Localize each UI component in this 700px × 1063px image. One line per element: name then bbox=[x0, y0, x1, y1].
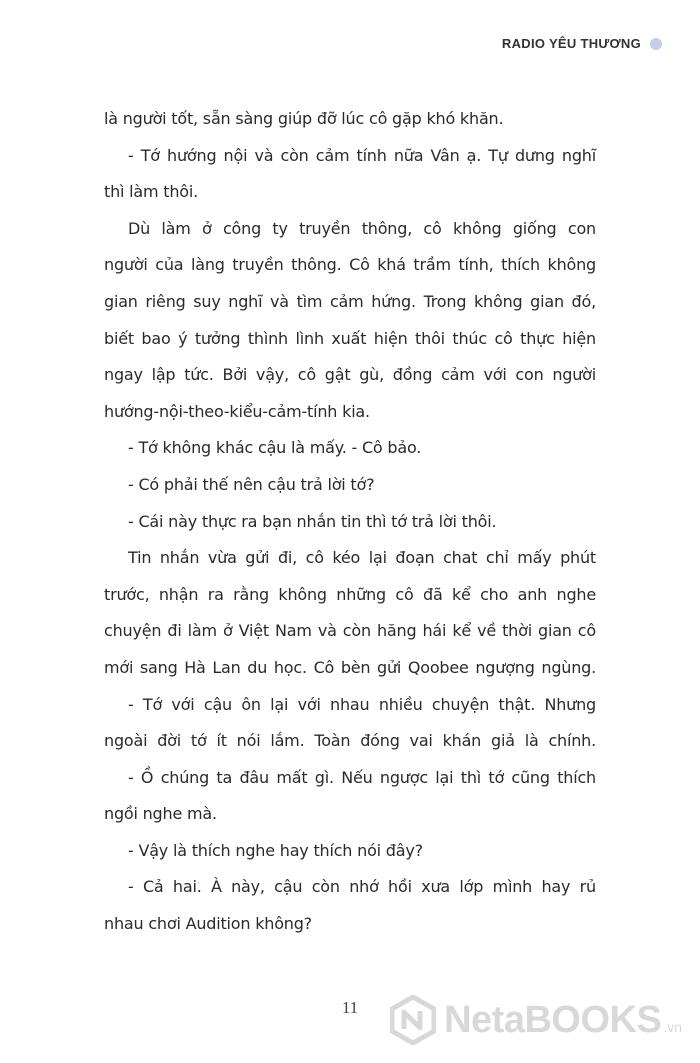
netabooks-logo-icon bbox=[390, 995, 436, 1045]
body-text bbox=[104, 104, 596, 946]
text-line: ngồi nghe mà. bbox=[104, 804, 217, 824]
watermark bbox=[390, 995, 682, 1045]
watermark-text: NetaBOOKS bbox=[444, 998, 662, 1041]
header-dot-icon bbox=[650, 38, 662, 50]
text-line: thì làm thôi. bbox=[104, 182, 199, 202]
text-line: gian riêng suy nghĩ và tìm cảm hứng. Trong không gian đó, bbox=[104, 291, 596, 311]
text-line: Dù làm ở công ty truyền thông, cô không giống con bbox=[128, 218, 596, 238]
text-line: Tin nhắn vừa gửi đi, cô kéo lại đoạn chat chỉ mấy phút bbox=[128, 548, 596, 568]
text-line: - Tớ hướng nội và còn cảm tính nữa Vân ạ. Tự dưng nghĩ bbox=[128, 145, 596, 165]
text-line: - Vậy là thích nghe hay thích nói đây? bbox=[128, 840, 423, 860]
text-line: ngay lập tức. Bởi vậy, cô gật gù, đồng cảm với con người bbox=[104, 365, 596, 385]
text-line: mới sang Hà Lan du học. Cô bèn gửi Qoobee ngượng ngùng. bbox=[104, 657, 596, 677]
text-line: - Cái này thực ra bạn nhắn tin thì tớ trả lời thôi. bbox=[128, 511, 497, 531]
text-line: - Cả hai. À này, cậu còn nhớ hồi xưa lớp mình hay rủ bbox=[128, 877, 596, 897]
watermark-suffix: .vn bbox=[663, 1019, 682, 1035]
text-line: là người tốt, sẵn sàng giúp đỡ lúc cô gặp khó khăn. bbox=[104, 109, 504, 128]
text-line: - Ồ chúng ta đâu mất gì. Nếu ngược lại thì tớ cũng thích bbox=[128, 767, 596, 787]
text-line: nhau chơi Audition không? bbox=[104, 914, 312, 934]
text-line: - Có phải thế nên cậu trả lời tớ? bbox=[128, 474, 375, 494]
text-line: - Tớ không khác cậu là mấy. - Cô bảo. bbox=[128, 438, 422, 458]
text-line: - Tớ với cậu ôn lại với nhau nhiều chuyện thật. Nhưng bbox=[128, 694, 596, 714]
text-line: biết bao ý tưởng thình lình xuất hiện thôi thúc cô thực hiện bbox=[104, 328, 596, 348]
text-line: ngoài đời tớ ít nói lắm. Toàn đóng vai khán giả là chính. bbox=[104, 731, 596, 751]
text-line: trước, nhận ra rằng không những cô đã kể cho anh nghe bbox=[104, 584, 596, 604]
text-line: hướng-nội-theo-kiểu-cảm-tính kia. bbox=[104, 401, 370, 421]
text-line: người của làng truyền thông. Cô khá trầm tính, thích không bbox=[104, 255, 596, 275]
text-line: chuyện đi làm ở Việt Nam và còn hăng hái kể về thời gian cô bbox=[104, 621, 596, 641]
page-number: 11 bbox=[341, 998, 359, 1017]
running-header bbox=[502, 36, 662, 51]
running-header-title: RADIO YÊU THƯƠNG bbox=[501, 36, 641, 51]
